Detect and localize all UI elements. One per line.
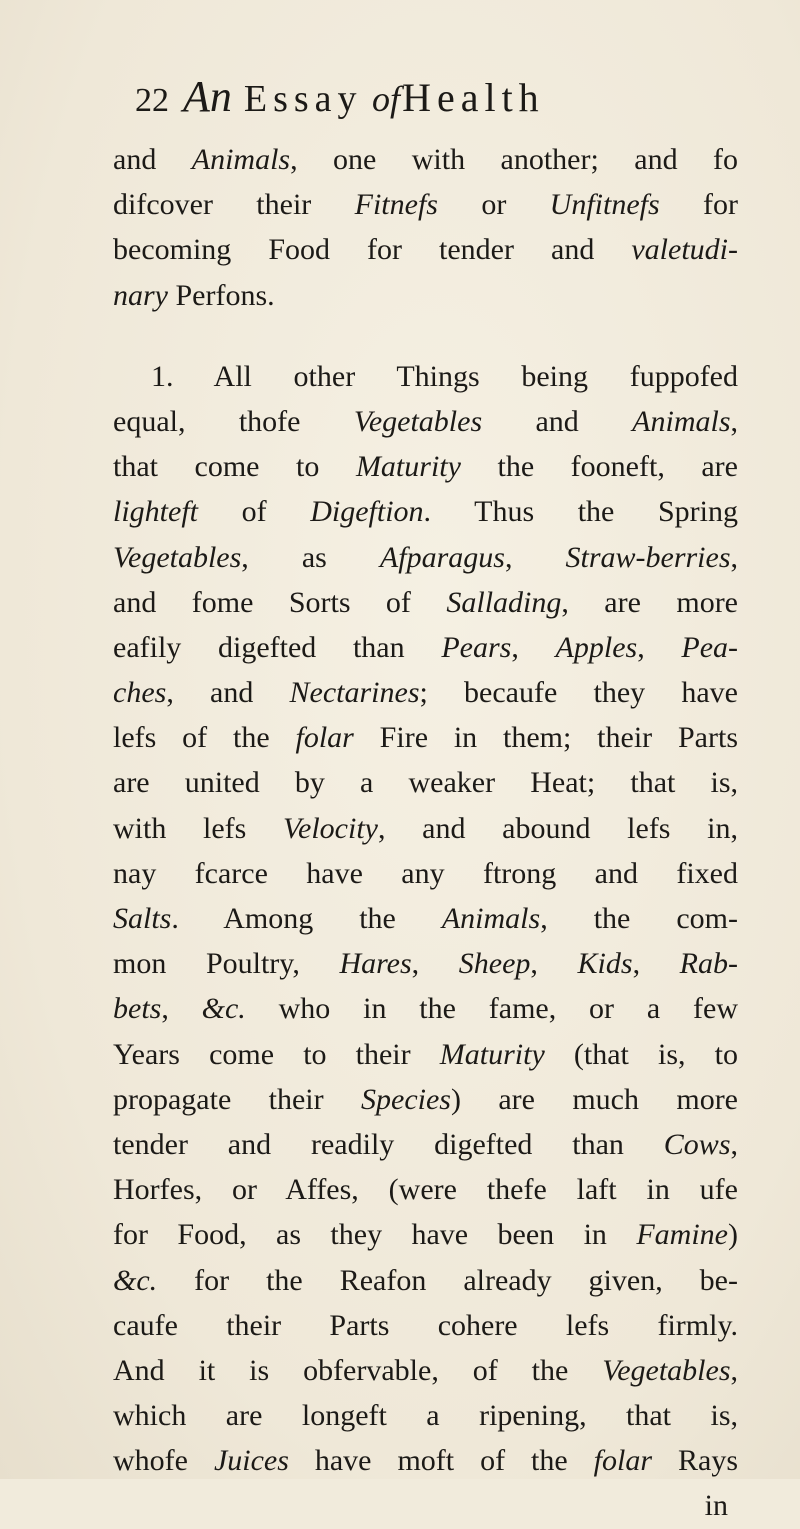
italic-word: folar: [593, 1444, 653, 1478]
italic-word: Straw-berries: [565, 540, 731, 574]
text-run: ; becaufe they have: [419, 676, 738, 710]
text-run: ,: [511, 630, 556, 664]
text-line: [113, 1393, 738, 1438]
italic-word: valetudi-: [631, 233, 738, 267]
text-run: ,: [161, 992, 202, 1026]
text-run: and fome Sorts of: [113, 585, 447, 619]
italic-word: Rab-: [679, 947, 738, 981]
text-line: [113, 1122, 738, 1167]
italic-word: Famine: [636, 1218, 728, 1252]
italic-word: folar: [295, 721, 354, 755]
text-run: , one with another; and fo: [290, 143, 738, 176]
italic-word: Vegetables: [113, 540, 242, 574]
italic-word: Animals: [441, 902, 541, 935]
text-run: have moft of the: [288, 1444, 594, 1478]
text-run: for the Reafon already given, be-: [157, 1263, 738, 1297]
text-line: [113, 535, 738, 580]
header-essay: Essay: [243, 78, 363, 120]
text-run: or: [437, 188, 550, 222]
italic-word: bets: [113, 992, 162, 1026]
text-run: difcover their: [113, 188, 355, 222]
header-an: An: [183, 72, 232, 121]
italic-word: Afparagus: [379, 540, 505, 574]
body-text: [113, 137, 738, 1529]
text-run: , the com-: [540, 902, 738, 935]
text-run: propagate their: [113, 1082, 361, 1116]
italic-word: lighteft: [113, 495, 198, 529]
text-run: who in the fame, or a few: [245, 992, 738, 1026]
text-run: Horfes, or Affes, (were thefe laft in ufe: [113, 1173, 738, 1207]
header-of: of: [372, 79, 401, 119]
text-line: [113, 1258, 738, 1303]
text-run: , are more: [561, 585, 738, 619]
text-run: And it is obfervable, of the: [113, 1353, 603, 1387]
text-run: ,: [530, 947, 578, 981]
italic-word: &c.: [201, 992, 246, 1026]
text-run: that come to: [113, 450, 356, 484]
header-health: Health: [402, 75, 545, 120]
text-run: ,: [632, 947, 680, 981]
text-run: for: [659, 188, 739, 222]
text-run: the fooneft, are: [460, 450, 738, 484]
paragraph-1: [113, 137, 738, 318]
italic-word: Cows: [663, 1127, 731, 1161]
italic-word: Maturity: [355, 450, 461, 484]
text-line: [113, 1212, 738, 1257]
italic-word: Pea-: [681, 630, 739, 664]
text-line: [113, 354, 738, 399]
italic-word: Sallading: [446, 585, 562, 619]
text-run: ,: [730, 404, 738, 438]
text-run: of: [198, 495, 311, 529]
text-line: [113, 806, 738, 851]
text-run: caufe their Parts cohere lefs firmly.: [113, 1308, 738, 1342]
text-line: [113, 941, 738, 986]
text-run: ) are much more: [450, 1082, 738, 1116]
text-run: nay fcarce have any ftrong and fixed: [113, 856, 738, 890]
text-line: [113, 670, 738, 715]
italic-word: Vegetables: [602, 1353, 731, 1387]
italic-word: Animals: [191, 143, 291, 176]
paragraph-gap: [113, 318, 738, 354]
text-run: (that is, to: [544, 1037, 739, 1071]
text-line: [113, 489, 738, 534]
italic-word: Animals: [632, 404, 731, 438]
paragraph-2: [113, 354, 738, 1484]
text-run: mon Poultry,: [113, 947, 340, 981]
italic-word: Apples: [555, 630, 638, 664]
text-line: [113, 1348, 738, 1393]
text-run: ,: [637, 630, 682, 664]
italic-word: nary: [113, 278, 168, 312]
text-run: ,: [504, 540, 566, 574]
text-line: [113, 580, 738, 625]
running-header: [135, 68, 735, 126]
text-line: [113, 1303, 738, 1348]
text-run: ): [728, 1218, 738, 1252]
text-line: [113, 227, 738, 272]
text-run: Years come to their: [113, 1037, 440, 1071]
text-run: whofe: [113, 1444, 214, 1478]
italic-word: Juices: [213, 1444, 289, 1478]
text-run: which are longeft a ripening, that is,: [113, 1399, 738, 1433]
text-run: equal, thofe: [113, 404, 354, 438]
text-run: . Thus the Spring: [423, 495, 738, 529]
text-run: and: [113, 143, 192, 176]
text-run: are united by a weaker Heat; that is,: [113, 766, 738, 800]
text-run: 1. All other Things being fuppofed: [151, 359, 738, 393]
text-run: lefs of the: [113, 721, 296, 755]
italic-word: Fitnefs: [354, 188, 438, 222]
text-run: ,: [730, 1353, 738, 1387]
italic-word: Salts: [113, 902, 172, 935]
text-run: becoming Food for tender and: [113, 233, 632, 267]
italic-word: Digeftion: [310, 495, 424, 529]
text-run: eafily digefted than: [113, 630, 442, 664]
catchword: in: [704, 1489, 728, 1523]
text-run: tender and readily digefted than: [113, 1127, 664, 1161]
text-line: [113, 1167, 738, 1212]
text-run: , and: [166, 676, 290, 710]
text-run: Fire in them; their Parts: [353, 721, 738, 755]
text-line: [113, 896, 738, 941]
italic-word: Vegetables: [353, 404, 483, 438]
text-line: [113, 1438, 738, 1483]
text-run: ,: [730, 1127, 738, 1161]
text-run: and: [482, 404, 633, 438]
text-run: Perfons.: [168, 278, 275, 312]
text-line: [113, 273, 738, 318]
text-run: . Among the: [171, 902, 442, 935]
text-run: Rays: [652, 1444, 738, 1478]
italic-word: &c.: [113, 1263, 158, 1297]
italic-word: Species: [361, 1082, 451, 1116]
text-line: [113, 715, 738, 760]
text-run: , as: [241, 540, 380, 574]
text-line: [113, 760, 738, 805]
text-line: [113, 986, 738, 1031]
text-run: with lefs: [113, 811, 284, 845]
text-line: [113, 399, 738, 444]
text-line: [113, 1077, 738, 1122]
italic-word: Hares: [339, 947, 412, 981]
text-line: [113, 444, 738, 489]
italic-word: Velocity: [283, 811, 378, 845]
italic-word: Maturity: [439, 1037, 545, 1071]
text-line: [113, 851, 738, 896]
page-number: 22: [135, 82, 169, 119]
italic-word: Nectarines: [289, 676, 420, 710]
text-line: [113, 625, 738, 670]
text-run: for Food, as they have been in: [113, 1218, 637, 1252]
italic-word: Sheep: [458, 947, 531, 981]
text-run: , and abound lefs in,: [377, 811, 739, 845]
text-run: ,: [411, 947, 459, 981]
italic-word: Unfitnefs: [549, 188, 660, 222]
text-line: [113, 137, 738, 182]
text-line: [113, 182, 738, 227]
italic-word: ches: [113, 676, 167, 710]
text-line: [113, 1032, 738, 1077]
italic-word: Kids: [577, 947, 633, 981]
italic-word: Pears: [441, 630, 512, 664]
text-run: ,: [730, 540, 738, 574]
